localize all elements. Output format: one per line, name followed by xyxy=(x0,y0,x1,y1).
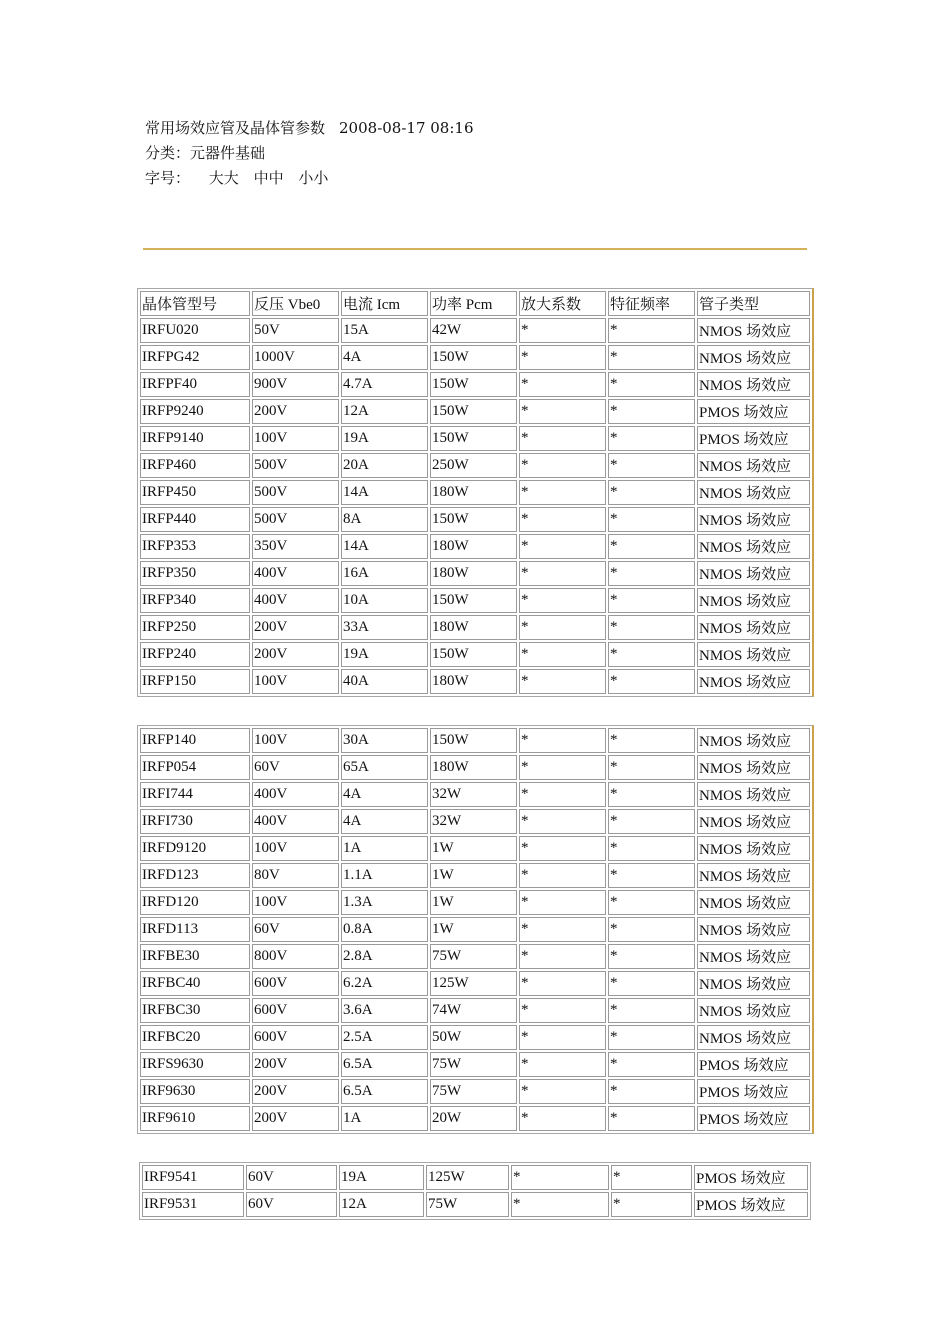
type-cell: NMOS 场效应 xyxy=(697,917,810,942)
model-cell: IRFS9630 xyxy=(140,1052,250,1077)
frequency-cell: * xyxy=(608,507,695,532)
current-cell: 8A xyxy=(341,507,428,532)
type-cell: NMOS 场效应 xyxy=(697,615,810,640)
model-cell: IRFP250 xyxy=(140,615,250,640)
power-cell: 42W xyxy=(430,318,517,343)
frequency-cell: * xyxy=(608,399,695,424)
current-cell: 65A xyxy=(341,755,428,780)
model-cell: IRFP9240 xyxy=(140,399,250,424)
voltage-cell: 600V xyxy=(252,998,339,1023)
frequency-cell: * xyxy=(608,917,695,942)
current-cell: 20A xyxy=(341,453,428,478)
gain-cell: * xyxy=(511,1192,609,1217)
power-cell: 1W xyxy=(430,917,517,942)
voltage-cell: 100V xyxy=(252,836,339,861)
type-cell: NMOS 场效应 xyxy=(697,998,810,1023)
model-cell: IRFP9140 xyxy=(140,426,250,451)
model-cell: IRFBC20 xyxy=(140,1025,250,1050)
frequency-cell: * xyxy=(608,669,695,694)
power-cell: 1W xyxy=(430,863,517,888)
gain-cell: * xyxy=(519,426,606,451)
type-cell: NMOS 场效应 xyxy=(697,728,810,753)
frequency-cell: * xyxy=(608,944,695,969)
model-cell: 晶体管型号 xyxy=(140,291,250,316)
table-row xyxy=(140,426,810,451)
frequency-cell: * xyxy=(608,836,695,861)
type-cell: NMOS 场效应 xyxy=(697,480,810,505)
table-row xyxy=(142,1165,808,1190)
category-label: 分类： xyxy=(145,144,191,162)
table-row xyxy=(140,890,810,915)
model-cell: IRFP140 xyxy=(140,728,250,753)
power-cell: 75W xyxy=(426,1192,509,1217)
current-cell: 30A xyxy=(341,728,428,753)
current-cell: 2.8A xyxy=(341,944,428,969)
power-cell: 180W xyxy=(430,561,517,586)
frequency-cell: * xyxy=(608,561,695,586)
power-cell: 功率 Pcm xyxy=(430,291,517,316)
table-row xyxy=(140,318,810,343)
model-cell: IRFD123 xyxy=(140,863,250,888)
table-row xyxy=(140,480,810,505)
table-row xyxy=(140,782,810,807)
current-cell: 6.5A xyxy=(341,1052,428,1077)
current-cell: 1A xyxy=(341,1106,428,1131)
current-cell: 12A xyxy=(339,1192,424,1217)
model-cell: IRFBC30 xyxy=(140,998,250,1023)
table-row xyxy=(140,561,810,586)
gain-cell: * xyxy=(519,728,606,753)
voltage-cell: 500V xyxy=(252,507,339,532)
power-cell: 125W xyxy=(426,1165,509,1190)
model-cell: IRFP460 xyxy=(140,453,250,478)
model-cell: IRFPF40 xyxy=(140,372,250,397)
table-row xyxy=(140,755,810,780)
table-row xyxy=(140,642,810,667)
power-cell: 150W xyxy=(430,399,517,424)
voltage-cell: 1000V xyxy=(252,345,339,370)
current-cell: 4A xyxy=(341,782,428,807)
gain-cell: * xyxy=(519,998,606,1023)
model-cell: IRFP240 xyxy=(140,642,250,667)
frequency-cell: * xyxy=(608,1025,695,1050)
current-cell: 10A xyxy=(341,588,428,613)
table-row xyxy=(140,1106,810,1131)
transistor-table-2 xyxy=(137,725,814,1134)
page-title: 常用场效应管及晶体管参数 xyxy=(145,119,326,137)
model-cell: IRFPG42 xyxy=(140,345,250,370)
frequency-cell: * xyxy=(608,615,695,640)
type-cell: NMOS 场效应 xyxy=(697,642,810,667)
voltage-cell: 100V xyxy=(252,426,339,451)
voltage-cell: 900V xyxy=(252,372,339,397)
type-cell: NMOS 场效应 xyxy=(697,971,810,996)
model-cell: IRFP353 xyxy=(140,534,250,559)
voltage-cell: 500V xyxy=(252,480,339,505)
power-cell: 180W xyxy=(430,480,517,505)
frequency-cell: * xyxy=(608,642,695,667)
gain-cell: * xyxy=(519,399,606,424)
frequency-cell: * xyxy=(608,1052,695,1077)
font-size-large-link[interactable]: 大大 xyxy=(208,169,239,187)
table-row xyxy=(140,372,810,397)
frequency-cell: * xyxy=(608,372,695,397)
type-cell: NMOS 场效应 xyxy=(697,507,810,532)
voltage-cell: 100V xyxy=(252,669,339,694)
table-row xyxy=(140,399,810,424)
type-cell: NMOS 场效应 xyxy=(697,588,810,613)
title-line xyxy=(145,116,474,141)
model-cell: IRFD113 xyxy=(140,917,250,942)
current-cell: 16A xyxy=(341,561,428,586)
table-row xyxy=(140,836,810,861)
type-cell: NMOS 场效应 xyxy=(697,782,810,807)
gain-cell: * xyxy=(519,480,606,505)
type-cell: PMOS 场效应 xyxy=(697,399,810,424)
gain-cell: * xyxy=(519,372,606,397)
current-cell: 14A xyxy=(341,480,428,505)
table-header-row xyxy=(140,291,810,316)
voltage-cell: 350V xyxy=(252,534,339,559)
type-cell: NMOS 场效应 xyxy=(697,561,810,586)
model-cell: IRFP340 xyxy=(140,588,250,613)
transistor-table-1 xyxy=(137,288,814,697)
model-cell: IRF9610 xyxy=(140,1106,250,1131)
model-cell: IRFI730 xyxy=(140,809,250,834)
table-row xyxy=(140,863,810,888)
voltage-cell: 400V xyxy=(252,588,339,613)
current-cell: 19A xyxy=(341,642,428,667)
power-cell: 150W xyxy=(430,588,517,613)
model-cell: IRF9541 xyxy=(142,1165,244,1190)
type-cell: NMOS 场效应 xyxy=(697,836,810,861)
current-cell: 4.7A xyxy=(341,372,428,397)
frequency-cell: * xyxy=(608,890,695,915)
frequency-cell: * xyxy=(611,1192,692,1217)
frequency-cell: * xyxy=(608,782,695,807)
table-row xyxy=(140,917,810,942)
type-cell: PMOS 场效应 xyxy=(694,1192,808,1217)
model-cell: IRFU020 xyxy=(140,318,250,343)
voltage-cell: 600V xyxy=(252,1025,339,1050)
type-cell: NMOS 场效应 xyxy=(697,863,810,888)
power-cell: 75W xyxy=(430,944,517,969)
gain-cell: * xyxy=(511,1165,609,1190)
current-cell: 4A xyxy=(341,345,428,370)
power-cell: 180W xyxy=(430,615,517,640)
table-row xyxy=(140,669,810,694)
model-cell: IRFD120 xyxy=(140,890,250,915)
power-cell: 1W xyxy=(430,836,517,861)
type-cell: PMOS 场效应 xyxy=(694,1165,808,1190)
power-cell: 180W xyxy=(430,755,517,780)
type-cell: 管子类型 xyxy=(697,291,810,316)
power-cell: 180W xyxy=(430,534,517,559)
table-row xyxy=(140,534,810,559)
power-cell: 250W xyxy=(430,453,517,478)
power-cell: 180W xyxy=(430,669,517,694)
type-cell: PMOS 场效应 xyxy=(697,1079,810,1104)
category-link[interactable]: 元器件基础 xyxy=(190,144,266,162)
gain-cell: * xyxy=(519,782,606,807)
current-cell: 1.3A xyxy=(341,890,428,915)
type-cell: NMOS 场效应 xyxy=(697,345,810,370)
model-cell: IRFP440 xyxy=(140,507,250,532)
model-cell: IRFP350 xyxy=(140,561,250,586)
font-size-small-link[interactable]: 小小 xyxy=(298,169,329,187)
power-cell: 50W xyxy=(430,1025,517,1050)
table-row xyxy=(140,345,810,370)
power-cell: 32W xyxy=(430,782,517,807)
voltage-cell: 600V xyxy=(252,971,339,996)
model-cell: IRF9630 xyxy=(140,1079,250,1104)
current-cell: 6.5A xyxy=(341,1079,428,1104)
table-row xyxy=(140,507,810,532)
frequency-cell: * xyxy=(608,998,695,1023)
gain-cell: * xyxy=(519,863,606,888)
gain-cell: * xyxy=(519,917,606,942)
frequency-cell: * xyxy=(608,318,695,343)
gain-cell: * xyxy=(519,588,606,613)
current-cell: 15A xyxy=(341,318,428,343)
gain-cell: 放大系数 xyxy=(519,291,606,316)
table-row xyxy=(140,971,810,996)
font-size-label: 字号： xyxy=(145,169,191,187)
power-cell: 1W xyxy=(430,890,517,915)
current-cell: 14A xyxy=(341,534,428,559)
gain-cell: * xyxy=(519,1079,606,1104)
power-cell: 150W xyxy=(430,728,517,753)
gain-cell: * xyxy=(519,453,606,478)
power-cell: 150W xyxy=(430,642,517,667)
power-cell: 150W xyxy=(430,372,517,397)
frequency-cell: * xyxy=(608,480,695,505)
gain-cell: * xyxy=(519,1025,606,1050)
table-row xyxy=(140,615,810,640)
table-row xyxy=(142,1192,808,1217)
table-row xyxy=(140,944,810,969)
voltage-cell: 800V xyxy=(252,944,339,969)
voltage-cell: 60V xyxy=(252,917,339,942)
frequency-cell: * xyxy=(608,809,695,834)
gain-cell: * xyxy=(519,890,606,915)
voltage-cell: 200V xyxy=(252,642,339,667)
model-cell: IRF9531 xyxy=(142,1192,244,1217)
gain-cell: * xyxy=(519,971,606,996)
type-cell: PMOS 场效应 xyxy=(697,426,810,451)
gain-cell: * xyxy=(519,809,606,834)
frequency-cell: * xyxy=(608,534,695,559)
model-cell: IRFI744 xyxy=(140,782,250,807)
type-cell: NMOS 场效应 xyxy=(697,809,810,834)
frequency-cell: * xyxy=(608,453,695,478)
current-cell: 3.6A xyxy=(341,998,428,1023)
document-header xyxy=(145,116,474,191)
current-cell: 40A xyxy=(341,669,428,694)
current-cell: 12A xyxy=(341,399,428,424)
gain-cell: * xyxy=(519,615,606,640)
power-cell: 75W xyxy=(430,1079,517,1104)
type-cell: NMOS 场效应 xyxy=(697,1025,810,1050)
gain-cell: * xyxy=(519,318,606,343)
voltage-cell: 60V xyxy=(252,755,339,780)
table-row xyxy=(140,1025,810,1050)
model-cell: IRFBC40 xyxy=(140,971,250,996)
voltage-cell: 400V xyxy=(252,561,339,586)
model-cell: IRFD9120 xyxy=(140,836,250,861)
frequency-cell: * xyxy=(608,1106,695,1131)
type-cell: NMOS 场效应 xyxy=(697,890,810,915)
type-cell: NMOS 场效应 xyxy=(697,372,810,397)
model-cell: IRFP450 xyxy=(140,480,250,505)
voltage-cell: 200V xyxy=(252,1106,339,1131)
table-row xyxy=(140,1079,810,1104)
frequency-cell: * xyxy=(608,755,695,780)
table-row xyxy=(140,453,810,478)
voltage-cell: 100V xyxy=(252,890,339,915)
model-cell: IRFP054 xyxy=(140,755,250,780)
gain-cell: * xyxy=(519,755,606,780)
voltage-cell: 500V xyxy=(252,453,339,478)
frequency-cell: * xyxy=(608,426,695,451)
voltage-cell: 80V xyxy=(252,863,339,888)
post-datetime: 2008-08-17 08:16 xyxy=(339,119,474,137)
power-cell: 74W xyxy=(430,998,517,1023)
frequency-cell: * xyxy=(608,1079,695,1104)
current-cell: 19A xyxy=(341,426,428,451)
current-cell: 33A xyxy=(341,615,428,640)
current-cell: 0.8A xyxy=(341,917,428,942)
gain-cell: * xyxy=(519,507,606,532)
type-cell: NMOS 场效应 xyxy=(697,318,810,343)
power-cell: 150W xyxy=(430,345,517,370)
voltage-cell: 100V xyxy=(252,728,339,753)
transistor-table-3 xyxy=(139,1162,811,1220)
frequency-cell: * xyxy=(608,345,695,370)
current-cell: 1.1A xyxy=(341,863,428,888)
voltage-cell: 200V xyxy=(252,1052,339,1077)
voltage-cell: 60V xyxy=(246,1192,337,1217)
current-cell: 1A xyxy=(341,836,428,861)
frequency-cell: * xyxy=(608,588,695,613)
power-cell: 32W xyxy=(430,809,517,834)
type-cell: NMOS 场效应 xyxy=(697,669,810,694)
gain-cell: * xyxy=(519,561,606,586)
category-line xyxy=(145,141,474,166)
font-size-line xyxy=(145,166,474,191)
table-row xyxy=(140,1052,810,1077)
frequency-cell: * xyxy=(608,971,695,996)
voltage-cell: 50V xyxy=(252,318,339,343)
type-cell: NMOS 场效应 xyxy=(697,534,810,559)
model-cell: IRFBE30 xyxy=(140,944,250,969)
type-cell: PMOS 场效应 xyxy=(697,1106,810,1131)
frequency-cell: * xyxy=(611,1165,692,1190)
type-cell: NMOS 场效应 xyxy=(697,944,810,969)
gain-cell: * xyxy=(519,944,606,969)
power-cell: 150W xyxy=(430,507,517,532)
current-cell: 19A xyxy=(339,1165,424,1190)
gain-cell: * xyxy=(519,836,606,861)
current-cell: 电流 Icm xyxy=(341,291,428,316)
gain-cell: * xyxy=(519,669,606,694)
type-cell: NMOS 场效应 xyxy=(697,453,810,478)
power-cell: 75W xyxy=(430,1052,517,1077)
voltage-cell: 200V xyxy=(252,615,339,640)
gain-cell: * xyxy=(519,534,606,559)
voltage-cell: 400V xyxy=(252,809,339,834)
power-cell: 20W xyxy=(430,1106,517,1131)
voltage-cell: 200V xyxy=(252,399,339,424)
power-cell: 125W xyxy=(430,971,517,996)
font-size-medium-link[interactable]: 中中 xyxy=(253,169,284,187)
current-cell: 6.2A xyxy=(341,971,428,996)
gain-cell: * xyxy=(519,345,606,370)
current-cell: 2.5A xyxy=(341,1025,428,1050)
table-row xyxy=(140,728,810,753)
current-cell: 4A xyxy=(341,809,428,834)
voltage-cell: 反压 Vbe0 xyxy=(252,291,339,316)
table-row xyxy=(140,809,810,834)
power-cell: 150W xyxy=(430,426,517,451)
model-cell: IRFP150 xyxy=(140,669,250,694)
frequency-cell: * xyxy=(608,863,695,888)
frequency-cell: * xyxy=(608,728,695,753)
voltage-cell: 60V xyxy=(246,1165,337,1190)
type-cell: NMOS 场效应 xyxy=(697,755,810,780)
divider-rule xyxy=(143,248,807,250)
gain-cell: * xyxy=(519,642,606,667)
frequency-cell: 特征频率 xyxy=(608,291,695,316)
voltage-cell: 200V xyxy=(252,1079,339,1104)
gain-cell: * xyxy=(519,1052,606,1077)
gain-cell: * xyxy=(519,1106,606,1131)
type-cell: PMOS 场效应 xyxy=(697,1052,810,1077)
voltage-cell: 400V xyxy=(252,782,339,807)
table-row xyxy=(140,588,810,613)
table-row xyxy=(140,998,810,1023)
